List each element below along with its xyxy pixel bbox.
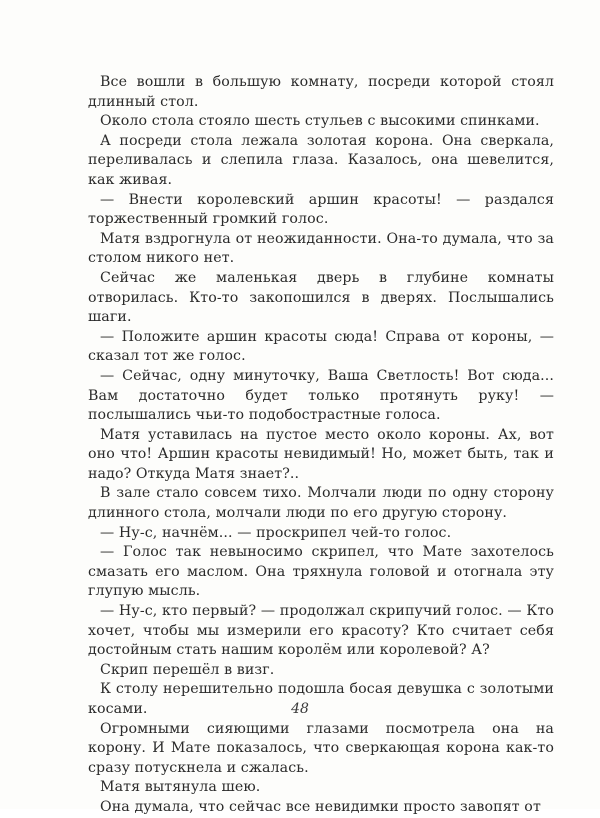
paragraph: Матя уставилась на пустое место около короны. Ах, вот оно что! Аршин красоты невидимый! Но, может быть, так и надо? Откуда Матя знает?..	[88, 426, 554, 482]
paragraph: К столу нерешительно подошла босая девушка с золотыми косами.	[88, 681, 554, 717]
paragraph: Около стола стояло шесть стульев с высокими спинками.	[100, 113, 540, 130]
paragraph: — Ну-с, кто первый? — продолжал скрипучий голос. — Кто хочет, чтобы мы измерили его красоту? Кто считает себя достойным стать нашим королём или королевой? А?	[88, 603, 554, 659]
paragraph: Матя вздрогнула от неожиданности. Она-то думала, что за столом никого нет.	[88, 230, 554, 267]
paragraph: — Ну-с, начнём... — проскрипел чей-то голос.	[100, 524, 452, 541]
paragraph: Огромными сияющими глазами посмотрела она на корону. И Мате показалось, что сверкающая корона как-то сразу потускнела и сжалась.	[88, 720, 554, 776]
paragraph: — Сейчас, одну минуточку, Ваша Светлость! Вот сюда... Вам достаточно будет только протянуть руку! — послышались чьи-то подобострастные голоса.	[88, 367, 554, 424]
paragraph: — Голос так невыносимо скрипел, что Мате захотелось смазать его маслом. Она тряхнула головой и отогнала эту глупую мысль.	[88, 544, 554, 600]
paragraph: Скрип перешёл в визг.	[100, 661, 275, 678]
paragraph: — Положите аршин красоты сюда! Справа от короны, — сказал тот же голос.	[88, 328, 554, 365]
paragraph: — Внести королевский аршин красоты! — раздался торжественный громкий голос.	[88, 191, 554, 228]
paragraph: Матя вытянула шею.	[100, 779, 261, 796]
paragraph: Она думала, что сейчас все невидимки просто завопят от	[100, 798, 541, 815]
paragraph: Сейчас же маленькая дверь в глубине комнаты отворилась. Кто-то закопошился в дверях. Послышались шаги.	[88, 269, 554, 326]
paragraph: А посреди стола лежала золотая корона. Она сверкала, переливалась и слепила глаза. Казалось, она шевелится, как живая.	[88, 132, 554, 188]
paragraph: В зале стало совсем тихо. Молчали люди по одну сторону длинного стола, молчали люди по его другую сторону.	[88, 485, 554, 522]
page-number: 48	[291, 701, 309, 717]
paragraph: Все вошли в большую комнату, посреди которой стоял длинный стол.	[88, 74, 554, 110]
